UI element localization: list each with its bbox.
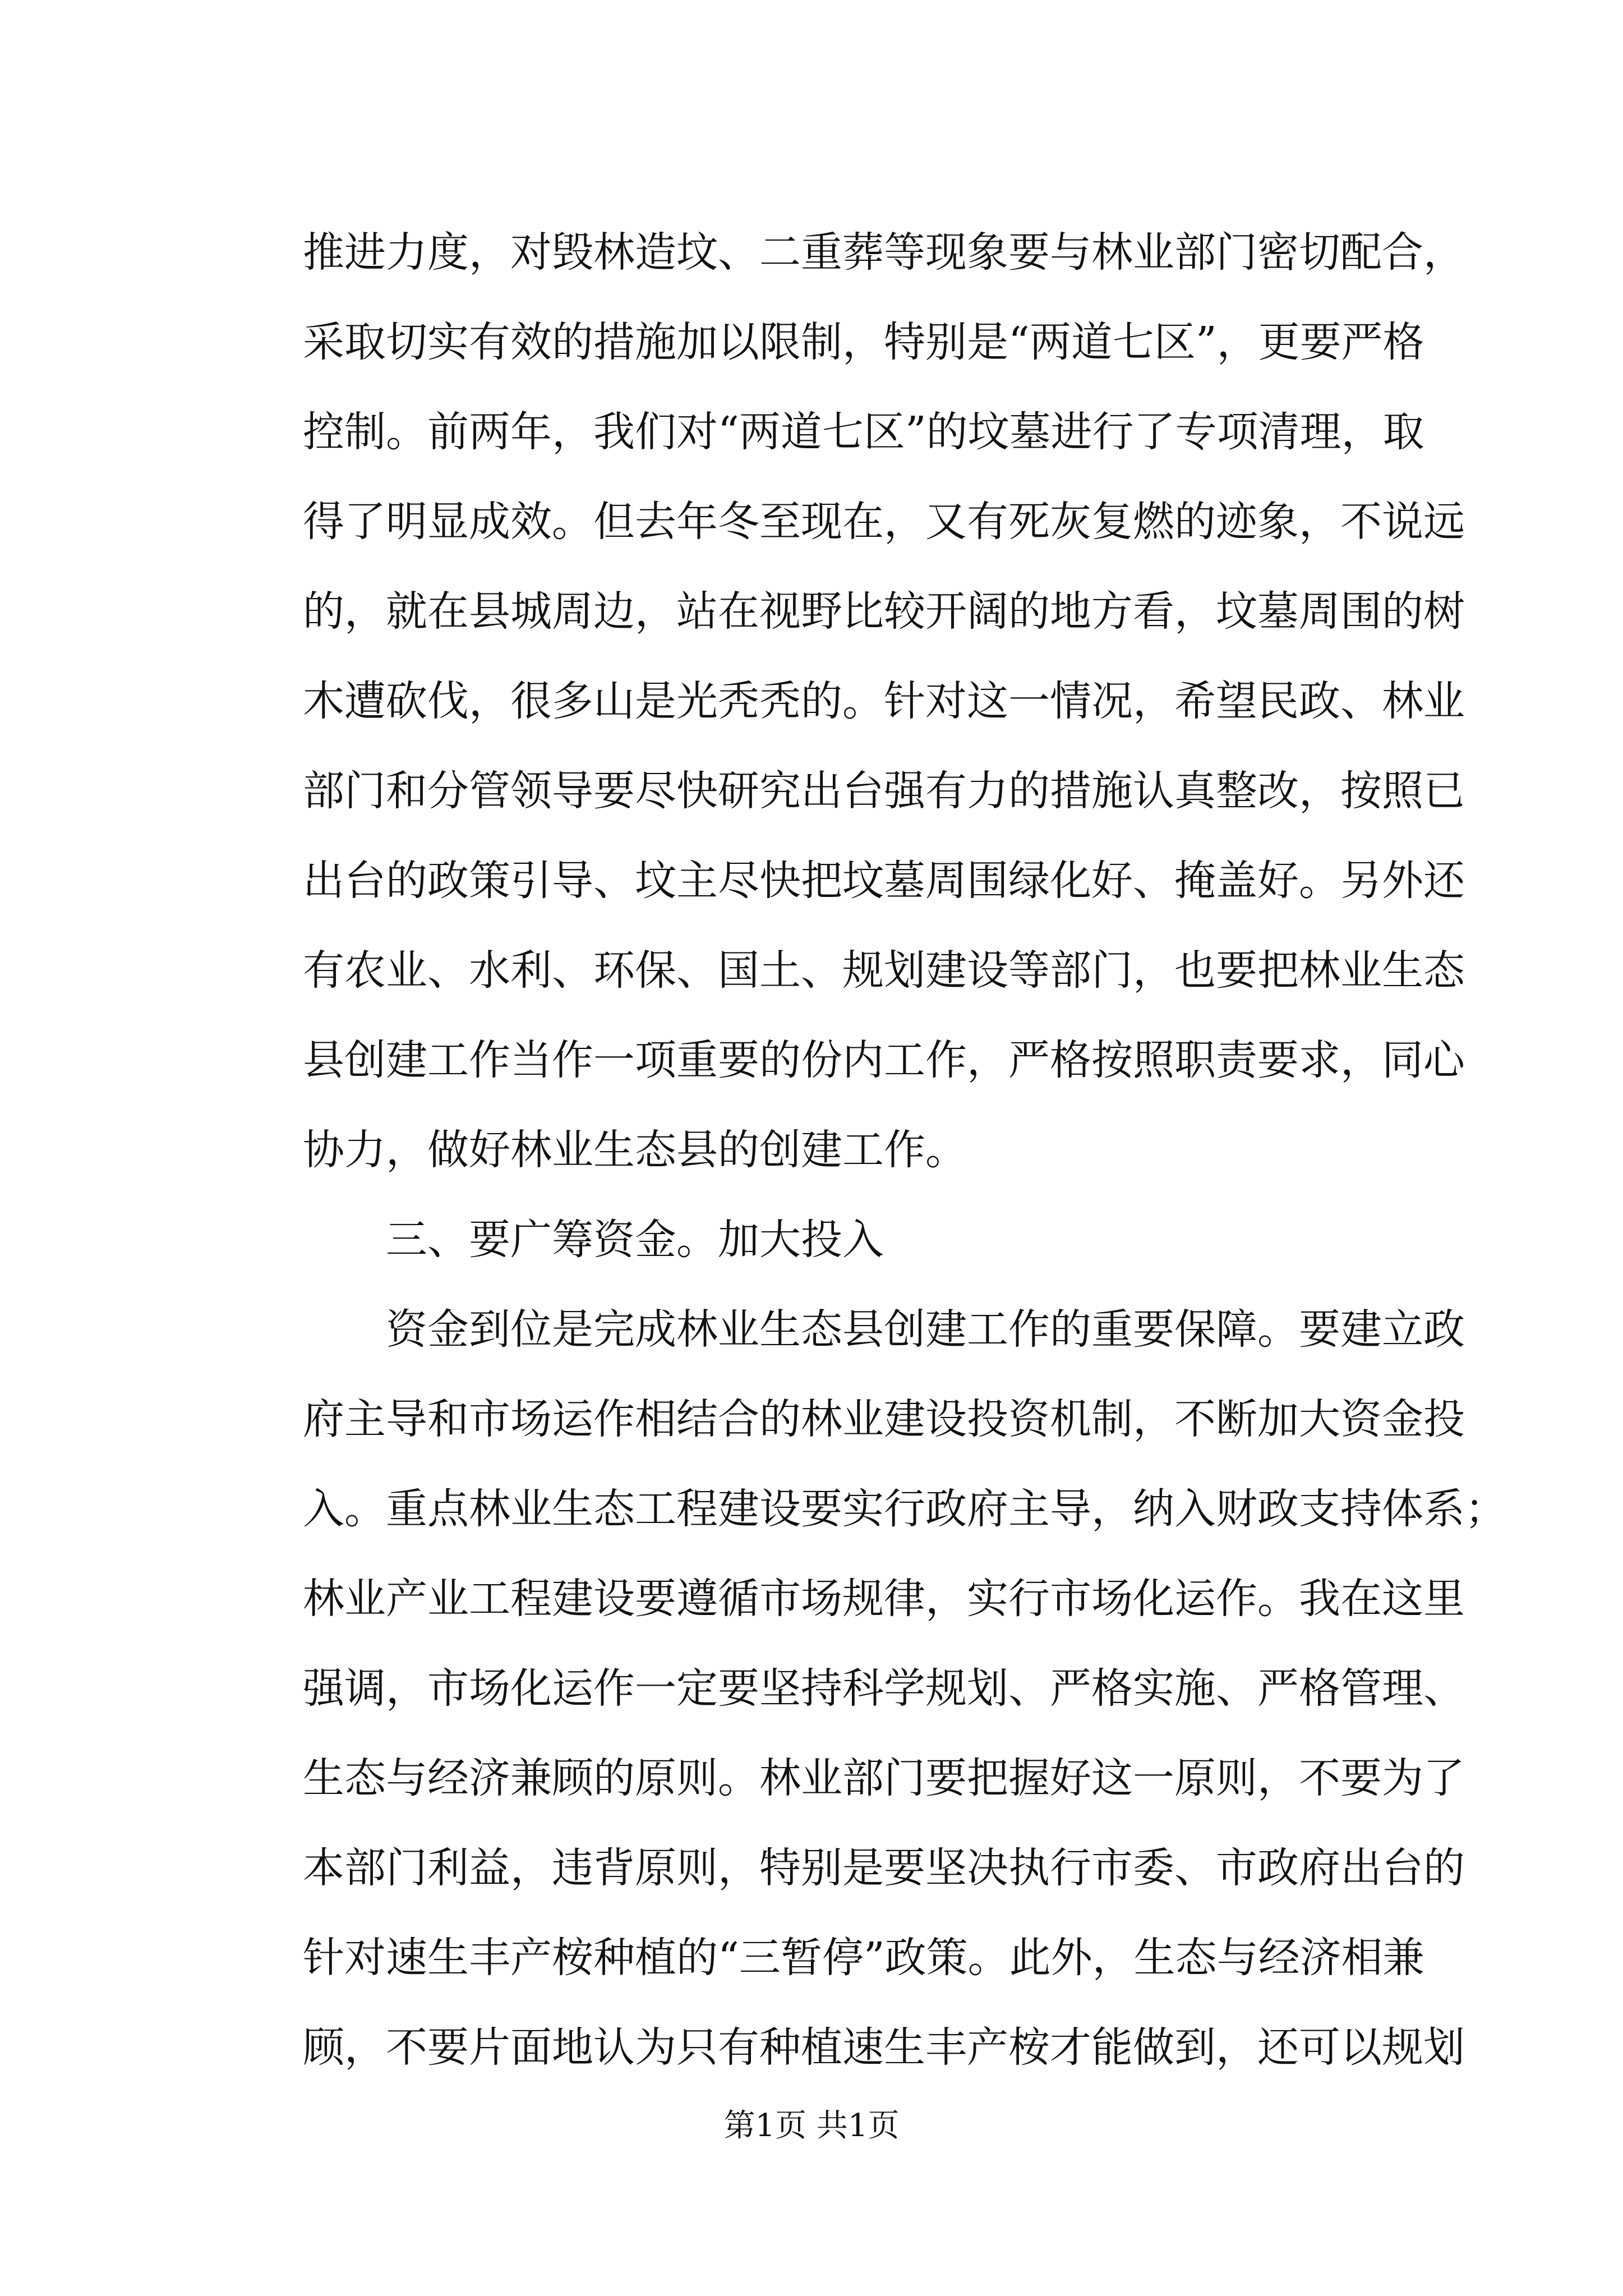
text-line: 采取切实有效的措施加以限制，特别是“两道七区”，更要严格 bbox=[303, 318, 1424, 366]
text-line: 部门和分管领导要尽快研究出台强有力的措施认真整改，按照已 bbox=[303, 767, 1465, 815]
document-body bbox=[303, 208, 1506, 2092]
text-line: 针对速生丰产桉种植的“三暂停”政策。此外，生态与经济相兼 bbox=[303, 1934, 1424, 1982]
text-line: 本部门利益，违背原则，特别是要坚决执行市委、市政府出台的 bbox=[303, 1844, 1465, 1892]
text-line: 强调，市场化运作一定要坚持科学规划、严格实施、严格管理、 bbox=[303, 1664, 1465, 1713]
text-line: 出台的政策引导、坟主尽快把坟墓周围绿化好、掩盖好。另外还 bbox=[303, 857, 1465, 905]
text-line: 府主导和市场运作相结合的林业建设投资机制，不断加大资金投 bbox=[303, 1395, 1465, 1443]
text-line: 控制。前两年，我们对“两道七区”的坟墓进行了专项清理，取 bbox=[303, 408, 1424, 456]
text-line: 推进力度，对毁林造坟、二重葬等现象要与林业部门密切配合， bbox=[303, 228, 1465, 277]
text-line: 生态与经济兼顾的原则。林业部门要把握好这一原则，不要为了 bbox=[303, 1754, 1465, 1802]
text-line: 县创建工作当作一项重要的份内工作，严格按照职责要求，同心 bbox=[303, 1036, 1465, 1084]
text-line: 林业产业工程建设要遵循市场规律，实行市场化运作。我在这里 bbox=[303, 1575, 1465, 1623]
text-line: 的，就在县城周边，站在视野比较开阔的地方看，坟墓周围的树 bbox=[303, 587, 1465, 636]
text-line: 入。重点林业生态工程建设要实行政府主导，纳入财政支持体系； bbox=[303, 1485, 1506, 1533]
text-line: 协力，做好林业生态县的创建工作。 bbox=[303, 1126, 967, 1174]
text-line: 得了明显成效。但去年冬至现在，又有死灰复燃的迹象，不说远 bbox=[303, 498, 1465, 546]
text-line: 资金到位是完成林业生态县创建工作的重要保障。要建立政 bbox=[386, 1305, 1465, 1354]
text-line: 木遭砍伐，很多山是光秃秃的。针对这一情况，希望民政、林业 bbox=[303, 677, 1465, 725]
text-line: 顾，不要片面地认为只有种植速生丰产桉才能做到，还可以规划 bbox=[303, 2023, 1465, 2072]
section-heading: 三、要广筹资金。加大投入 bbox=[386, 1216, 884, 1264]
page-number: 第1页 共1页 bbox=[723, 2108, 900, 2144]
text-line: 有农业、水利、环保、国土、规划建设等部门，也要把林业生态 bbox=[303, 946, 1465, 995]
